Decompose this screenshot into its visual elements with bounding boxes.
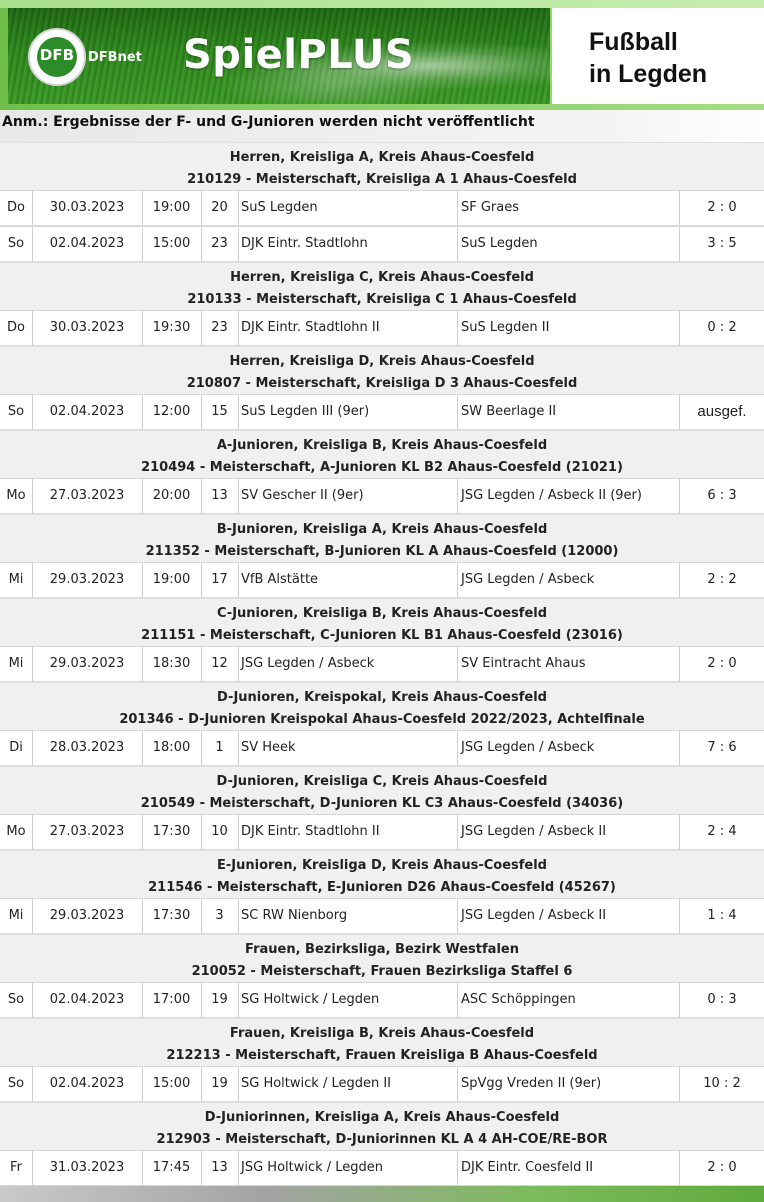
app-title: SpielPLUS (183, 32, 415, 78)
match-row (0, 730, 764, 766)
group-league: Herren, Kreisliga C, Kreis Ahaus-Coesfeld (230, 270, 534, 285)
match-row (0, 226, 764, 262)
match-date: 30.03.2023 (32, 311, 143, 345)
match-matchday: 23 (201, 311, 239, 345)
group-competition: 211546 - Meisterschaft, E-Junioren D26 Ahaus-Coesfeld (45267) (148, 880, 616, 895)
match-day: Mi (0, 563, 33, 597)
group-league: B-Junioren, Kreisliga A, Kreis Ahaus-Coesfeld (216, 522, 548, 537)
match-date: 02.04.2023 (32, 395, 143, 429)
match-time: 18:00 (142, 731, 202, 765)
match-date: 29.03.2023 (32, 647, 143, 681)
match-score: ausgef. (697, 403, 747, 420)
match-row (0, 394, 764, 430)
match-home-team: SG Holtwick / Legden II (238, 1067, 458, 1101)
match-home-team: DJK Eintr. Stadtlohn II (238, 311, 458, 345)
match-matchday: 10 (201, 815, 239, 849)
match-matchday: 23 (201, 227, 239, 261)
match-row (0, 190, 764, 226)
match-score: 1 : 4 (707, 908, 737, 923)
match-home-team: DJK Eintr. Stadtlohn II (238, 815, 458, 849)
match-home-team: SG Holtwick / Legden (238, 983, 458, 1017)
match-time: 17:45 (142, 1151, 202, 1185)
group-competition: 212903 - Meisterschaft, D-Juniorinnen KL A 4 AH-COE/RE-BOR (156, 1132, 608, 1147)
match-time: 12:00 (142, 395, 202, 429)
match-day: Mi (0, 647, 33, 681)
match-score: 6 : 3 (707, 488, 737, 503)
match-row (0, 814, 764, 850)
match-date: 02.04.2023 (32, 1067, 143, 1101)
match-time: 19:00 (142, 191, 202, 225)
group-league: Herren, Kreisliga D, Kreis Ahaus-Coesfeld (229, 354, 535, 369)
group-league: Frauen, Bezirksliga, Bezirk Westfalen (245, 942, 519, 957)
match-away-team: JSG Legden / Asbeck II (458, 815, 680, 849)
group-header (0, 514, 764, 562)
match-time: 18:30 (142, 647, 202, 681)
match-away-team: SuS Legden II (458, 311, 680, 345)
match-day: So (0, 1067, 33, 1101)
group-league: D-Junioren, Kreisliga C, Kreis Ahaus-Coesfeld (216, 774, 548, 789)
match-date: 02.04.2023 (32, 983, 143, 1017)
match-score: 2 : 4 (707, 824, 737, 839)
group-league: Herren, Kreisliga A, Kreis Ahaus-Coesfeld (229, 150, 535, 165)
header-top-stripe (0, 0, 764, 8)
group-header (0, 850, 764, 898)
match-time: 17:30 (142, 899, 202, 933)
match-date: 28.03.2023 (32, 731, 143, 765)
match-time: 19:00 (142, 563, 202, 597)
match-matchday: 13 (201, 479, 239, 513)
match-row (0, 1150, 764, 1186)
footer-bar (0, 1186, 764, 1202)
match-matchday: 20 (201, 191, 239, 225)
match-day: Mo (0, 479, 33, 513)
match-matchday: 19 (201, 1067, 239, 1101)
match-score: 2 : 0 (707, 200, 737, 215)
header-banner (0, 0, 764, 110)
match-day: So (0, 395, 33, 429)
match-matchday: 17 (201, 563, 239, 597)
match-row (0, 562, 764, 598)
group-header (0, 682, 764, 730)
group-competition: 212213 - Meisterschaft, Frauen Kreisliga B Ahaus-Coesfeld (166, 1048, 598, 1063)
match-home-team: SuS Legden III (9er) (238, 395, 458, 429)
match-time: 19:30 (142, 311, 202, 345)
group-header (0, 1018, 764, 1066)
note-bar (0, 110, 764, 142)
match-score: 0 : 2 (707, 320, 737, 335)
match-time: 20:00 (142, 479, 202, 513)
match-score: 10 : 2 (703, 1076, 741, 1091)
match-day: Do (0, 191, 33, 225)
group-league: D-Junioren, Kreispokal, Kreis Ahaus-Coesfeld (217, 690, 547, 705)
group-league: C-Junioren, Kreisliga B, Kreis Ahaus-Coesfeld (216, 606, 548, 621)
match-matchday: 12 (201, 647, 239, 681)
match-row (0, 310, 764, 346)
match-away-team: SF Graes (458, 191, 680, 225)
match-date: 29.03.2023 (32, 563, 143, 597)
match-away-team: SW Beerlage II (458, 395, 680, 429)
group-competition: 211151 - Meisterschaft, C-Junioren KL B1 Ahaus-Coesfeld (23016) (141, 628, 623, 643)
match-home-team: JSG Holtwick / Legden (238, 1151, 458, 1185)
group-header (0, 430, 764, 478)
match-date: 31.03.2023 (32, 1151, 143, 1185)
match-home-team: JSG Legden / Asbeck (238, 647, 458, 681)
match-away-team: JSG Legden / Asbeck II (9er) (458, 479, 680, 513)
match-away-team: SuS Legden (458, 227, 680, 261)
match-away-team: JSG Legden / Asbeck II (458, 899, 680, 933)
group-competition: 210133 - Meisterschaft, Kreisliga C 1 Ahaus-Coesfeld (187, 292, 577, 307)
group-header (0, 262, 764, 310)
match-matchday: 13 (201, 1151, 239, 1185)
group-league: Frauen, Kreisliga B, Kreis Ahaus-Coesfeld (229, 1026, 535, 1041)
match-row (0, 982, 764, 1018)
match-home-team: DJK Eintr. Stadtlohn (238, 227, 458, 261)
match-score: 3 : 5 (707, 236, 737, 251)
note-text: Anm.: Ergebnisse der F- und G-Junioren werden nicht veröffentlicht (2, 114, 535, 130)
group-competition: 210549 - Meisterschaft, D-Junioren KL C3 Ahaus-Coesfeld (34036) (140, 796, 624, 811)
match-time: 17:00 (142, 983, 202, 1017)
match-home-team: SuS Legden (238, 191, 458, 225)
match-day: Mi (0, 899, 33, 933)
match-away-team: JSG Legden / Asbeck (458, 563, 680, 597)
match-list (0, 142, 764, 1186)
match-date: 30.03.2023 (32, 191, 143, 225)
group-league: A-Junioren, Kreisliga B, Kreis Ahaus-Coesfeld (216, 438, 548, 453)
group-competition: 210129 - Meisterschaft, Kreisliga A 1 Ahaus-Coesfeld (187, 172, 577, 187)
match-date: 27.03.2023 (32, 479, 143, 513)
group-header (0, 346, 764, 394)
match-home-team: SV Gescher II (9er) (238, 479, 458, 513)
match-date: 27.03.2023 (32, 815, 143, 849)
match-matchday: 15 (201, 395, 239, 429)
match-day: Fr (0, 1151, 33, 1185)
group-competition: 210807 - Meisterschaft, Kreisliga D 3 Ahaus-Coesfeld (186, 376, 578, 391)
group-header (0, 142, 764, 190)
match-date: 29.03.2023 (32, 899, 143, 933)
match-day: Di (0, 731, 33, 765)
group-header (0, 598, 764, 646)
match-home-team: VfB Alstätte (238, 563, 458, 597)
spielplus-banner (8, 8, 550, 104)
page-title-line1: Fußball (589, 28, 678, 56)
match-day: Mo (0, 815, 33, 849)
match-score: 0 : 3 (707, 992, 737, 1007)
group-header (0, 766, 764, 814)
match-day: So (0, 227, 33, 261)
match-matchday: 19 (201, 983, 239, 1017)
match-matchday: 1 (201, 731, 239, 765)
group-header (0, 1102, 764, 1150)
page-title-line2: in Legden (589, 60, 708, 88)
match-time: 17:30 (142, 815, 202, 849)
match-time: 15:00 (142, 1067, 202, 1101)
match-score: 2 : 0 (707, 1160, 737, 1175)
group-competition: 201346 - D-Junioren Kreispokal Ahaus-Coesfeld 2022/2023, Achtelfinale (119, 712, 645, 727)
match-score: 2 : 0 (707, 656, 737, 671)
match-away-team: ASC Schöppingen (458, 983, 680, 1017)
match-home-team: SC RW Nienborg (238, 899, 458, 933)
match-away-team: SV Eintracht Ahaus (458, 647, 680, 681)
match-row (0, 646, 764, 682)
group-header (0, 934, 764, 982)
match-row (0, 478, 764, 514)
match-away-team: SpVgg Vreden II (9er) (458, 1067, 680, 1101)
match-score: 7 : 6 (707, 740, 737, 755)
group-competition: 210052 - Meisterschaft, Frauen Bezirksliga Staffel 6 (191, 964, 573, 979)
match-date: 02.04.2023 (32, 227, 143, 261)
group-league: E-Junioren, Kreisliga D, Kreis Ahaus-Coesfeld (217, 858, 547, 873)
match-time: 15:00 (142, 227, 202, 261)
match-score: 2 : 2 (707, 572, 737, 587)
match-matchday: 3 (201, 899, 239, 933)
match-row (0, 898, 764, 934)
match-day: So (0, 983, 33, 1017)
match-day: Do (0, 311, 33, 345)
group-competition: 210494 - Meisterschaft, A-Junioren KL B2 Ahaus-Coesfeld (21021) (141, 460, 623, 475)
match-away-team: DJK Eintr. Coesfeld II (458, 1151, 680, 1185)
dfbnet-label: DFBnet (88, 50, 142, 65)
match-home-team: SV Heek (238, 731, 458, 765)
match-row (0, 1066, 764, 1102)
group-league: D-Juniorinnen, Kreisliga A, Kreis Ahaus-Coesfeld (204, 1110, 560, 1125)
group-competition: 211352 - Meisterschaft, B-Junioren KL A Ahaus-Coesfeld (12000) (145, 544, 619, 559)
page-title-box (552, 8, 764, 104)
dfb-logo-icon: DFB (28, 28, 86, 86)
match-away-team: JSG Legden / Asbeck (458, 731, 680, 765)
